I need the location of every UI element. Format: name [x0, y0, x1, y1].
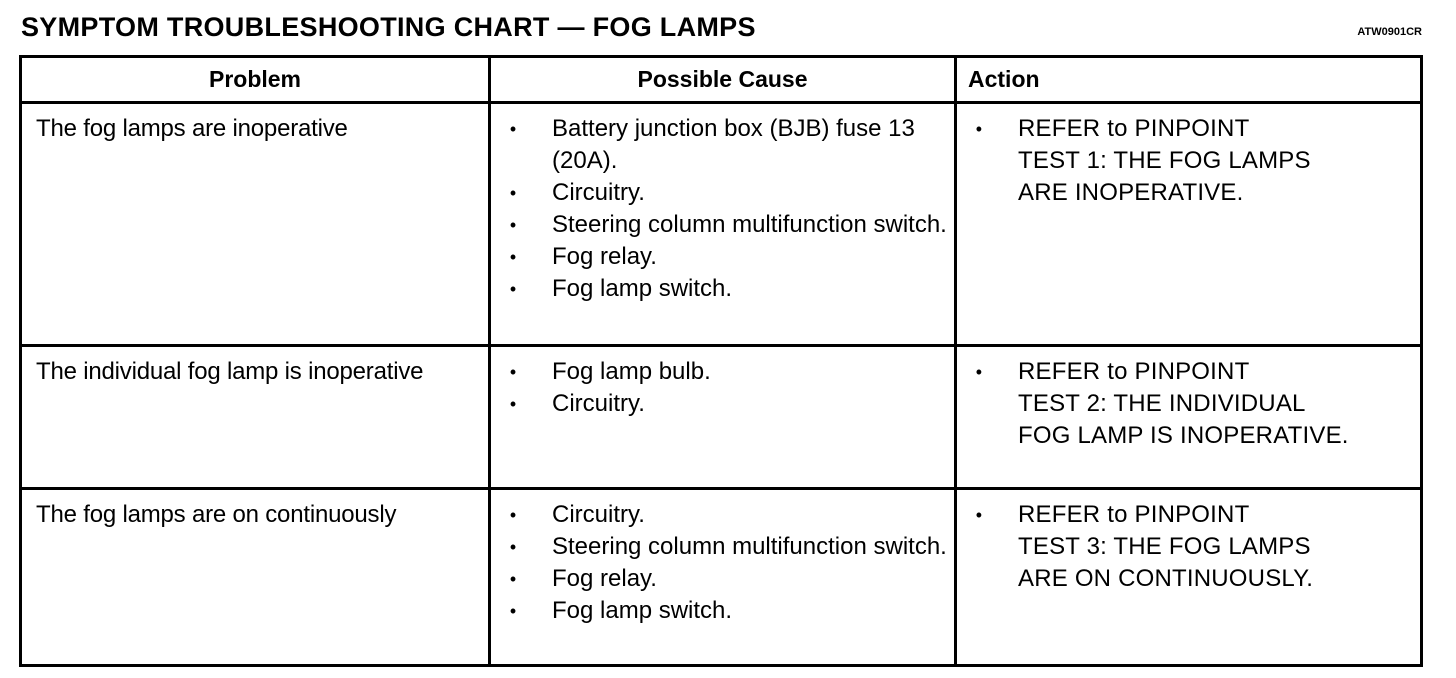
cause-item [491, 241, 954, 273]
cause-list [491, 104, 954, 305]
bullet-icon: • [509, 394, 517, 414]
cause-list [491, 347, 954, 420]
header-action: Action [957, 58, 1420, 104]
cause-text: Fog lamp switch. [552, 275, 733, 302]
bullet-icon: • [509, 215, 517, 235]
troubleshooting-table [19, 55, 1423, 667]
cause-text: Fog relay. [552, 243, 657, 270]
cause-item [491, 531, 954, 563]
bullet-icon: • [509, 362, 517, 382]
bullet-icon: • [509, 119, 517, 139]
bullet-icon: • [509, 279, 517, 299]
action-cell [957, 490, 1420, 664]
cause-text: Fog lamp switch. [552, 597, 733, 624]
cause-text: Battery junction box (BJB) fuse 13 (20A). [552, 115, 915, 174]
chart-title: SYMPTOM TROUBLESHOOTING CHART — FOG LAMPS [21, 12, 756, 42]
action-list [957, 490, 1420, 595]
cause-item [491, 595, 954, 627]
action-cell [957, 104, 1420, 347]
bullet-icon: • [509, 247, 517, 267]
action-item [957, 113, 1420, 209]
cause-cell [491, 104, 957, 347]
action-list [957, 347, 1420, 452]
action-item [957, 356, 1420, 452]
cause-cell [491, 490, 957, 664]
header-problem: Problem [22, 58, 491, 104]
cause-item [491, 388, 954, 420]
action-text: REFER to PINPOINT TEST 2: THE INDIVIDUAL FOG LAMP IS INOPERATIVE. [1018, 358, 1349, 449]
cause-cell [491, 347, 957, 490]
cause-text: Fog lamp bulb. [552, 358, 711, 385]
problem-cell: The fog lamps are inoperative [22, 104, 491, 347]
bullet-icon: • [509, 601, 517, 621]
action-text: REFER to PINPOINT TEST 1: THE FOG LAMPS ARE INOPERATIVE. [1018, 115, 1311, 206]
action-cell [957, 347, 1420, 490]
problem-cell: The individual fog lamp is inoperative [22, 347, 491, 490]
header-possible-cause: Possible Cause [491, 58, 957, 104]
bullet-icon: • [509, 183, 517, 203]
cause-text: Steering column multifunction switch. [552, 211, 947, 238]
figure-code: ATW0901CR [1357, 26, 1422, 38]
bullet-icon: • [509, 505, 517, 525]
bullet-icon: • [975, 362, 983, 382]
problem-cell: The fog lamps are on continuously [22, 490, 491, 664]
action-list [957, 104, 1420, 209]
cause-text: Circuitry. [552, 501, 645, 528]
cause-text: Steering column multifunction switch. [552, 533, 947, 560]
cause-text: Circuitry. [552, 179, 645, 206]
action-text: REFER to PINPOINT TEST 3: THE FOG LAMPS ARE ON CONTINUOUSLY. [1018, 501, 1314, 592]
bullet-icon: • [975, 505, 983, 525]
cause-text: Circuitry. [552, 390, 645, 417]
cause-item [491, 273, 954, 305]
cause-item [491, 209, 954, 241]
cause-text: Fog relay. [552, 565, 657, 592]
bullet-icon: • [509, 537, 517, 557]
cause-list [491, 490, 954, 627]
bullet-icon: • [975, 119, 983, 139]
cause-item [491, 113, 954, 177]
bullet-icon: • [509, 569, 517, 589]
cause-item [491, 563, 954, 595]
cause-item [491, 177, 954, 209]
action-item [957, 499, 1420, 595]
cause-item [491, 356, 954, 388]
cause-item [491, 499, 954, 531]
